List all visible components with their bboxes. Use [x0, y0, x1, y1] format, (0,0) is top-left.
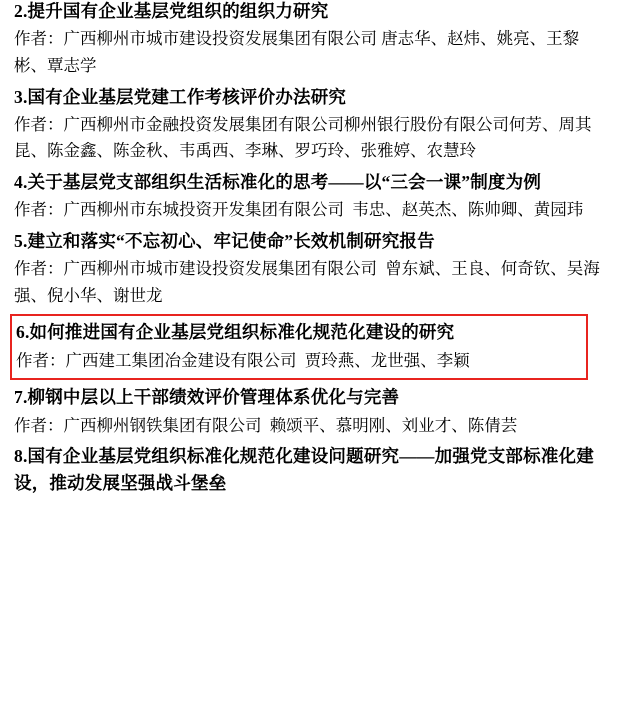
list-item: [14, 84, 604, 166]
entry-title: 7.柳钢中层以上干部绩效评价管理体系优化与完善: [14, 387, 400, 408]
entry-authors: 作者：广西柳州市城市建设投资发展集团有限公司 曾东斌、王良、何奇钦、吴海强、倪小华、谢世龙: [14, 259, 600, 305]
list-item: [14, 169, 604, 224]
entry-title: 5.建立和落实“不忘初心、牢记使命”长效机制研究报告: [14, 230, 435, 251]
entry-authors: 作者：广西建工集团冶金建设有限公司 贾玲燕、龙世强、李颖: [16, 350, 470, 370]
list-item: [14, 384, 604, 439]
entry-title: 6.如何推进国有企业基层党组织标准化规范化建设的研究: [16, 321, 455, 342]
entry-authors: 作者：广西柳州市城市建设投资发展集团有限公司 唐志华、赵炜、姚亮、王黎彬、覃志学: [14, 29, 580, 75]
list-item: [14, 443, 604, 497]
entry-title: 4.关于基层党支部组织生活标准化的思考——以“三会一课”制度为例: [14, 172, 542, 193]
entry-title: 8.国有企业基层党组织标准化规范化建设问题研究——加强党支部标准化建设，推动发展坚强战斗堡垒: [14, 446, 594, 494]
entry-title: 2.提升国有企业基层党组织的组织力研究: [14, 1, 329, 21]
entry-authors: 作者：广西柳州市金融投资发展集团有限公司柳州银行股份有限公司何芳、周其昆、陈金鑫、陈金秋、韦禹西、李琳、罗巧玲、张雅婷、农慧玲: [14, 114, 592, 161]
list-item: [14, 228, 604, 310]
list-item: [14, 0, 604, 80]
entry-authors: 作者：广西柳州市东城投资开发集团有限公司 韦忠、赵英杰、陈帅卿、黄园玮: [14, 200, 584, 220]
highlighted-list-item: [10, 314, 588, 381]
entry-title: 3.国有企业基层党建工作考核评价办法研究: [14, 86, 347, 107]
entry-authors: 作者：广西柳州钢铁集团有限公司 赖颂平、慕明刚、刘业才、陈倩芸: [14, 415, 518, 435]
